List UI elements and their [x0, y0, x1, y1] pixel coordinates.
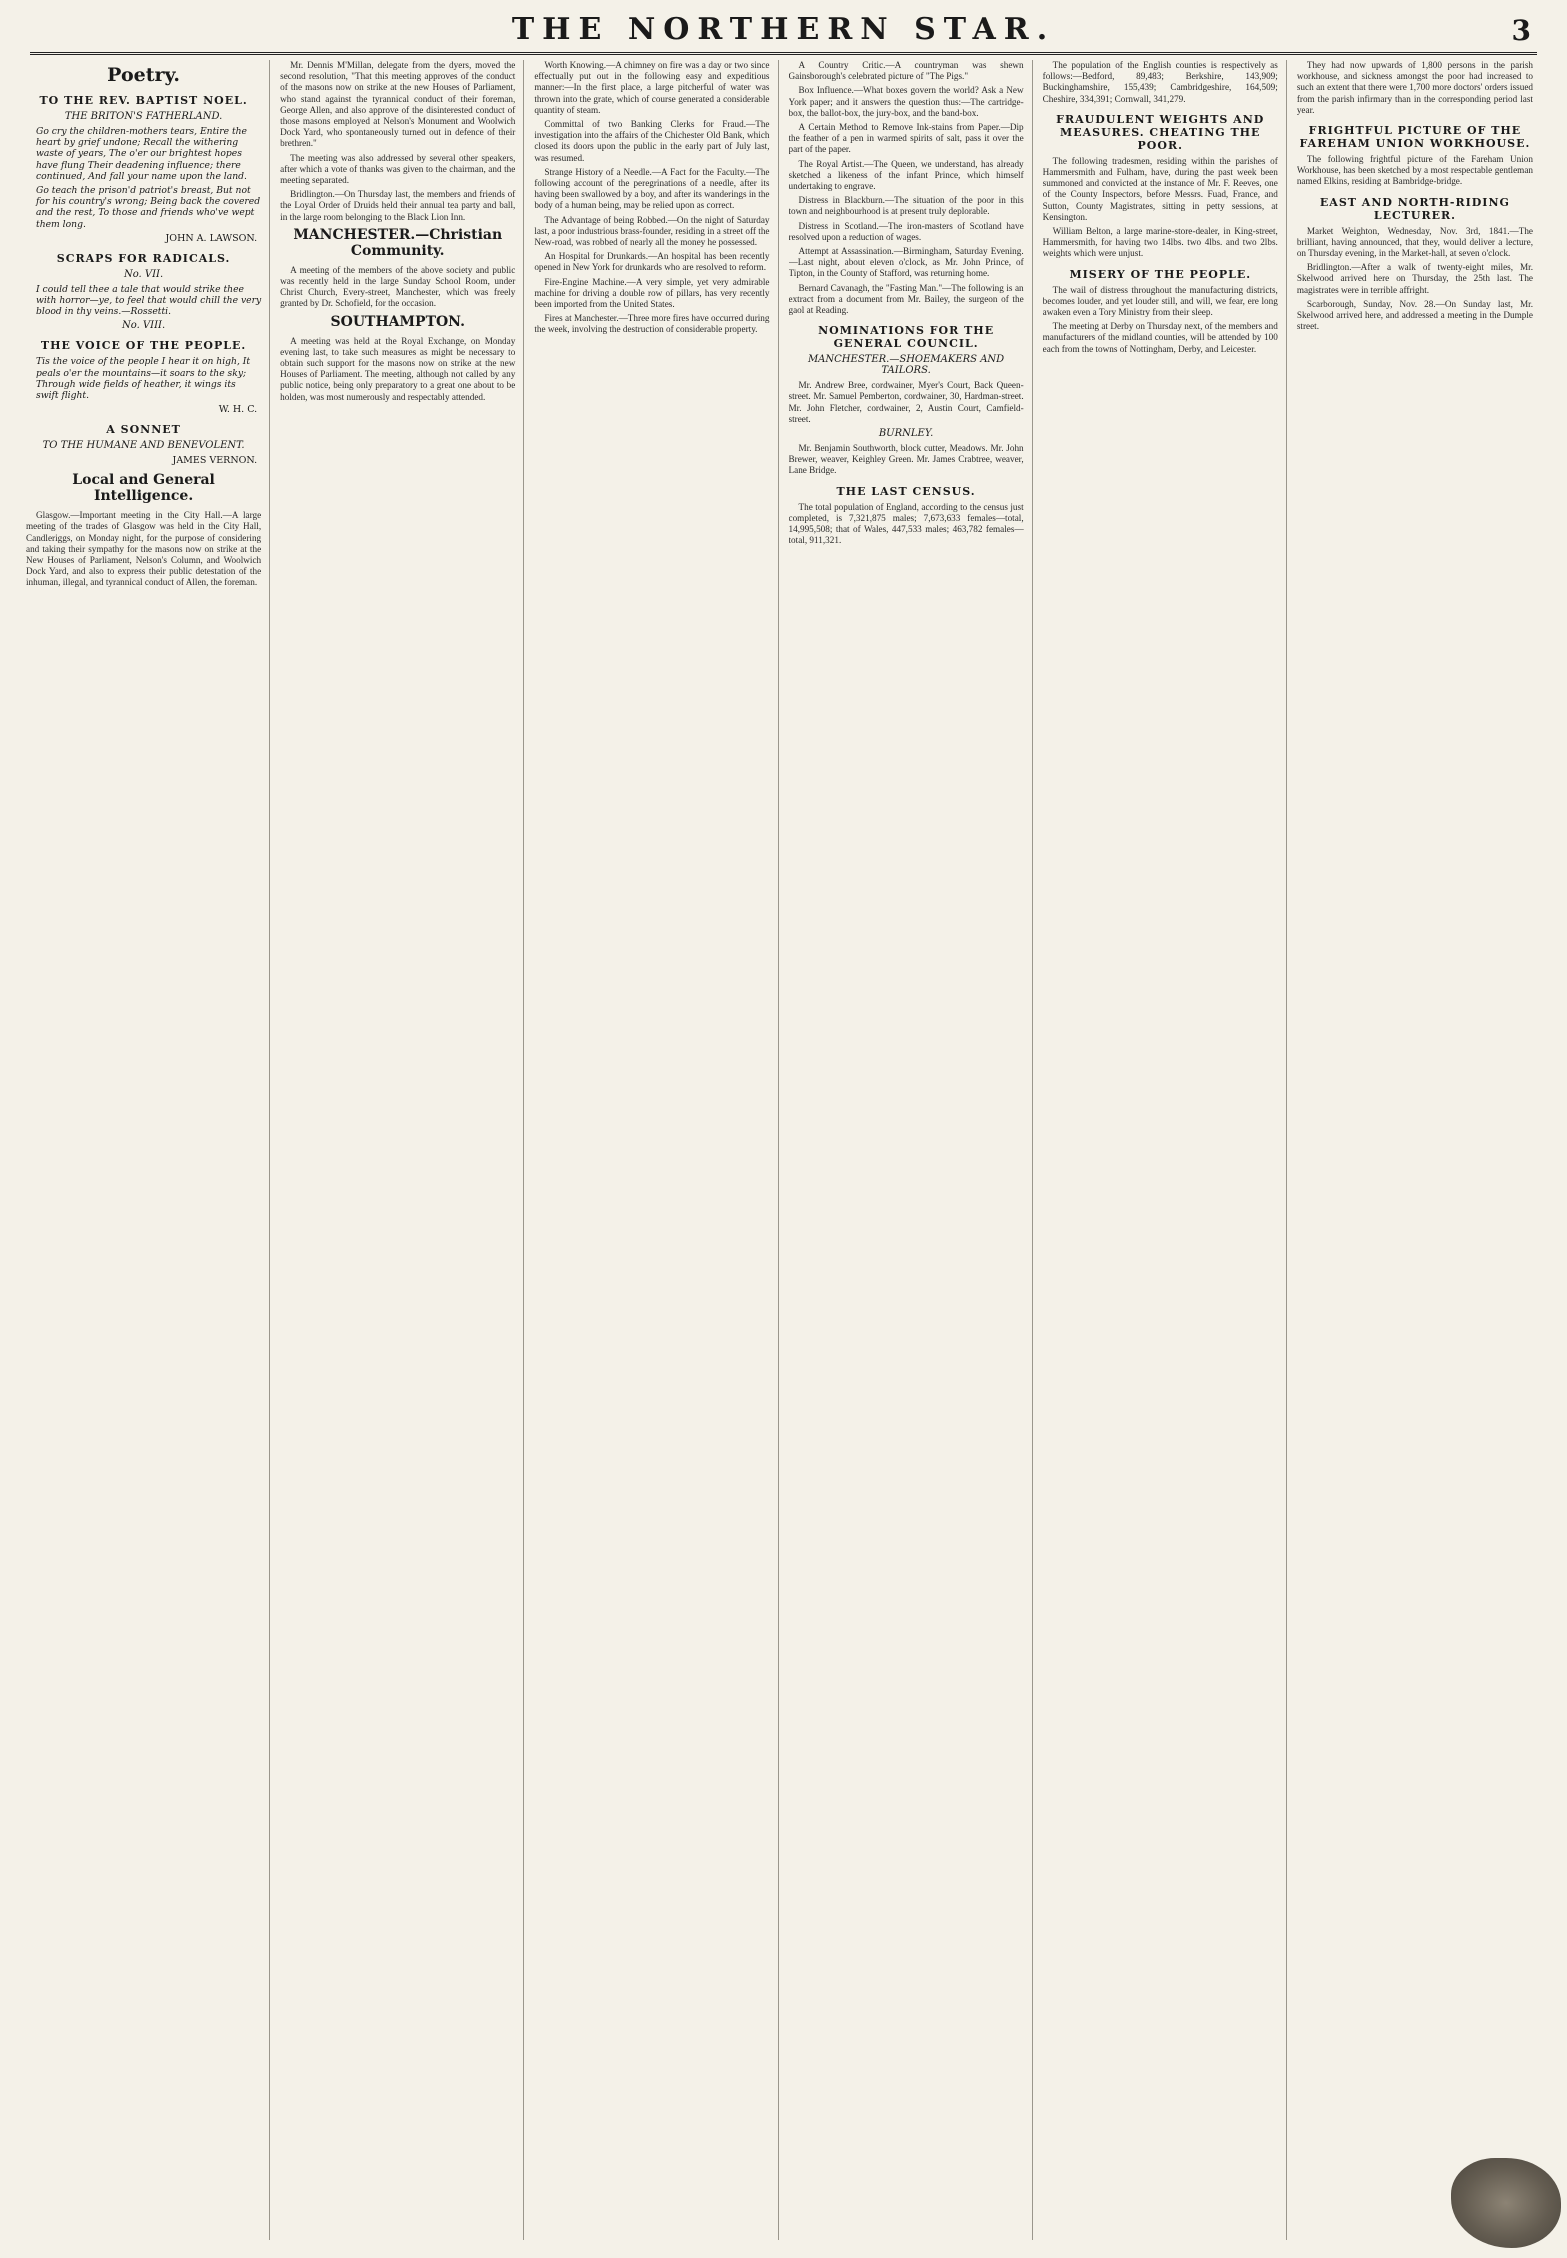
paragraph: Worth Knowing.—A chimney on fire was a day or two since effectually put out in the following easy and expeditious manner:—In the first place, a large pitcherful of water was thrown into the grate, which of course generated a considerable quantity of steam. [534, 60, 770, 115]
paragraph: An Hospital for Drunkards.—An hospital has been recently opened in New York for drunkards who are resolved to reform. [534, 251, 770, 273]
article-subhead: BURNLEY. [878, 428, 934, 440]
article-title: A SONNET [106, 423, 181, 437]
article-title: FRIGHTFUL PICTURE OF THE FAREHAM UNION WORKHOUSE. [1299, 124, 1531, 151]
article-subhead: TO THE HUMANE AND BENEVOLENT. [42, 440, 245, 452]
paragraph: The population of the English counties is respectively as follows:—Bedford, 89,483; Berkshire, 143,909; Buckinghamshire, 155,439; Cambridgeshire, 164,509; Cheshire, 334,391; Cornwall, 341,279. [1042, 60, 1278, 104]
paragraph: William Belton, a large marine-store-dealer, in King-street, Hammersmith, for having two 14lbs. two 4lbs. and two 2lbs. weights which were unjust. [1042, 226, 1278, 259]
article-subhead: No. VII. [123, 268, 164, 280]
poem-stanza: Go teach the prison'd patriot's breast, But not for his country's wrong; Being back the covered and the rest, To those and friends who've wept them long. [36, 185, 261, 230]
article-body [1297, 154, 1533, 188]
article-body [789, 246, 1024, 280]
paragraph: Mr. Benjamin Southworth, block cutter, Meadows. Mr. John Brewer, weaver, Keighley Green. Mr. James Crabtree, weaver, Lane Bridge. [788, 443, 1024, 476]
section-heading: SOUTHAMPTON. [330, 313, 465, 330]
article-body [789, 159, 1024, 193]
article-title: MISERY OF THE PEOPLE. [1069, 267, 1252, 281]
paragraph: Glasgow.—Important meeting in the City Hall.—A large meeting of the trades of Glasgow was held in the City Hall, Candleriggs, on Monday night, for the purpose of considering and taking their sympathy for the masons now on strike at the New Houses of Parliament, Nelson's Column, and Woolwich Dock Yard, and also to express their public detestation of the inhuman, illegal, and tyrannical conduct of Allen, the foreman. [26, 510, 262, 588]
paragraph: The meeting at Derby on Thursday next, of the members and manufacturers of the midland counties, will be attended by 100 each from the towns of Nottingham, Derby, and Leicester. [1042, 321, 1278, 354]
paragraph: Distress in Blackburn.—The situation of the poor in this town and neighbourhood is at present truly deplorable. [788, 195, 1024, 217]
paragraph: The Advantage of being Robbed.—On the night of Saturday last, a poor industrious brass-founder, residing in a street off the New-road, was robbed of nearly all the money he possessed. [534, 214, 770, 248]
article-body [789, 443, 1024, 477]
article-body [1297, 60, 1533, 116]
article-body [534, 167, 769, 212]
article-body [789, 283, 1024, 317]
author-signature: JOHN A. LAWSON. [165, 232, 258, 244]
paragraph: The following frightful picture of the Fareham Union Workhouse, has been sketched by a most respectable gentleman named Elkins, residing at Bambridge-bridge. [1296, 154, 1533, 187]
article-subhead: No. VIII. [121, 320, 166, 332]
poem-stanza: Tis the voice of the people I hear it on high, It peals o'er the mountains—it soars to the sky; Through wide fields of heather, it wings its swift flight. [36, 356, 251, 402]
article-body [789, 195, 1024, 217]
poem-stanza: Go cry the children-mothers tears, Entire the heart by grief undone; Recall the withering waste of years, The o'er our brightest hopes have flung Their deadening influence; there continued, And fall your name upon the land. [36, 126, 247, 182]
paragraph: Attempt at Assassination.—Birmingham, Saturday Evening.—Last night, about eleven o'clock, as Mr. John Prince, of Tipton, in the County of Stafford, was returning home. [788, 246, 1024, 279]
column-5 [1043, 60, 1287, 2240]
article-body [789, 85, 1024, 119]
article-body [280, 189, 515, 223]
paragraph: Committal of two Banking Clerks for Fraud.—The investigation into the affairs of the Chichester Old Bank, which closed its doors upon the public in the early part of July last, was resumed. [534, 119, 770, 163]
section-heading: MANCHESTER.—Christian Community. [293, 226, 503, 259]
author-signature: JAMES VERNON. [172, 455, 258, 467]
paragraph: A Certain Method to Remove Ink-stains from Paper.—Dip the feather of a pen in warmed spirits of salt, pass it over the part of the paper. [788, 122, 1024, 155]
article-body [789, 60, 1024, 82]
paragraph: Bernard Cavanagh, the "Fasting Man."—The following is an extract from a document from Mr. Bailey, the surgeon of the gaol at Reading. [788, 282, 1024, 316]
columns [26, 60, 1541, 2240]
article-title: THE LAST CENSUS. [836, 484, 976, 498]
article-body [1297, 262, 1533, 296]
paragraph: Bridlington.—On Thursday last, the members and friends of the Loyal Order of Druids held their annual tea party and ball, in the large room belonging to the Black Lion Inn. [280, 189, 516, 222]
article-title: EAST AND NORTH-RIDING LECTURER. [1319, 195, 1510, 222]
article-body [1297, 299, 1533, 333]
paragraph: A meeting was held at the Royal Exchange, on Monday evening last, to take such measures as might be necessary to obtain such support for the masons now on strike at the new Houses of Parliament. The meeting, although not called by any public notice, being only preparatory to a great one about to be holden, was most numerously and respectably attended. [280, 335, 516, 402]
article-body [789, 380, 1024, 425]
article-body [280, 265, 515, 310]
article-title: THE VOICE OF THE PEOPLE. [40, 339, 247, 353]
article-body [280, 336, 515, 403]
article-body [280, 153, 515, 187]
paragraph: Mr. Dennis M'Millan, delegate from the dyers, moved the second resolution, "That this meeting approves of the conduct of the masons now on strike at the new Houses of Parliament, who stand against the tyrannical conduct of their foreman, George Allen, and also approve of the disinterested conduct of those masons employed at Nelson's Monument and Woolwich Dock Yard, who spontaneously turned out in defence of their brethren." [280, 60, 516, 149]
paragraph: They had now upwards of 1,800 persons in the parish workhouse, and sickness amongst the poor had increased to such an extent that there were 1,700 more doctors' orders issued from the parish infirmary than in the corresponding period last year. [1296, 60, 1533, 115]
poem-stanza: I could tell thee a tale that would strike thee with horror—ye, to feel that would chill the very blood in thy veins.—Rossetti. [36, 283, 262, 318]
paragraph: Fire-Engine Machine.—A very simple, yet very admirable machine for driving a double row of pillars, has very recently been imported from the United States. [534, 276, 770, 310]
paragraph: A Country Critic.—A countryman was shewn Gainsborough's celebrated picture of "The Pigs." [788, 60, 1024, 82]
paragraph: Mr. Andrew Bree, cordwainer, Myer's Court, Back Queen-street. Mr. Samuel Pemberton, cordwainer, 30, Hardman-street. Mr. John Fletcher, cordwainer, 2, Austin Court, Camfield-street. [788, 380, 1024, 424]
article-body [534, 119, 769, 164]
paragraph: A meeting of the members of the above society and public was recently held in the large Sunday School Room, under Christ Church, Every-street, Manchester, which was freely granted by Dr. Schofield, for the occasion. [280, 264, 516, 309]
article-body [534, 251, 769, 273]
article-body [1043, 285, 1278, 319]
article-title: SCRAPS FOR RADICALS. [56, 251, 231, 265]
paragraph: Strange History of a Needle.—A Fact for the Faculty.—The following account of the peregrinations of a needle, after its having been swallowed by a boy, and after its wanderings in the body of a human being, may be relied upon as correct. [534, 166, 770, 211]
section-heading: Poetry. [107, 64, 180, 86]
paragraph: Market Weighton, Wednesday, Nov. 3rd, 1841.—The brilliant, having announced, that they, would deliver a lecture, on Thursday evening, in the Market-hall, at seven o'clock. [1296, 225, 1533, 259]
paragraph: The wail of distress throughout the manufacturing districts, becomes louder, and yet louder still, and will, we fear, ere long awaken even a Tory Ministry from their sleep. [1042, 284, 1278, 318]
page-number: 3 [1511, 14, 1531, 47]
section-heading: Local and General Intelligence. [72, 472, 215, 505]
article-title: NOMINATIONS FOR THE GENERAL COUNCIL. [818, 324, 995, 351]
paragraph: Bridlington.—After a walk of twenty-eight miles, Mr. Skelwood arrived here on Thursday, the 25th last. The magistrates were in terrible affright. [1296, 262, 1533, 295]
article-body [534, 60, 769, 116]
article-body [1043, 226, 1278, 260]
paragraph: Box Influence.—What boxes govern the world? Ask a New York paper; and it answers the question thus:—The cartridge-box, the ballot-box, the jury-box, and the band-box. [788, 85, 1024, 118]
article-body [280, 60, 515, 150]
article-title: TO THE REV. BAPTIST NOEL. [39, 94, 248, 107]
masthead-title: THE NORTHERN STAR. [511, 12, 1056, 47]
article-subhead: MANCHESTER.—SHOEMAKERS AND TAILORS. [807, 354, 1005, 377]
paragraph: The following tradesmen, residing within the parishes of Hammersmith and Fulham, have, during the past week been summoned and convicted at the instance of Mr. F. Reeves, one of the County Inspectors, before Messrs. Fuad, France, and Sutton, County Magistrates, sitting in petty sessions, at Kensington. [1042, 155, 1278, 222]
paragraph: The meeting was also addressed by several other speakers, after which a vote of thanks was given to the chairman, and the meeting separated. [280, 152, 516, 186]
column-1 [26, 60, 270, 2240]
article-body [1297, 226, 1533, 260]
article-body [534, 277, 769, 311]
column-6 [1297, 60, 1541, 2240]
column-3 [534, 60, 778, 2240]
article-body [1043, 321, 1278, 355]
article-subhead: THE BRITON'S FATHERLAND. [64, 111, 223, 122]
paragraph: The Royal Artist.—The Queen, we understand, has already sketched a likeness of the infant Prince, which himself undertaking to engrave. [788, 158, 1024, 192]
article-body [789, 221, 1024, 243]
article-body [789, 122, 1024, 156]
article-body [1043, 156, 1278, 223]
column-2 [280, 60, 524, 2240]
masthead [30, 8, 1537, 55]
column-4 [789, 60, 1033, 2240]
author-signature: W. H. C. [218, 404, 258, 416]
article-body [1043, 60, 1278, 105]
article-body [26, 510, 261, 588]
paragraph: Scarborough, Sunday, Nov. 28.—On Sunday last, Mr. Skelwood arrived here, and addressed a meeting in the Dumple street. [1296, 298, 1533, 332]
article-body [789, 502, 1024, 547]
article-body [534, 313, 769, 335]
paragraph: Distress in Scotland.—The iron-masters of Scotland have resolved upon a reduction of wages. [788, 220, 1024, 242]
article-title: FRAUDULENT WEIGHTS AND MEASURES. CHEATING THE POOR. [1056, 112, 1265, 152]
paragraph: Fires at Manchester.—Three more fires have occurred during the week, involving the destruction of considerable property. [534, 313, 770, 335]
paragraph: The total population of England, according to the census just completed, is 7,321,875 males; 7,673,633 females—total, 14,995,508; that of Wales, 447,533 males; 463,782 females—total, 911,321. [788, 501, 1024, 546]
article-body [534, 215, 769, 249]
